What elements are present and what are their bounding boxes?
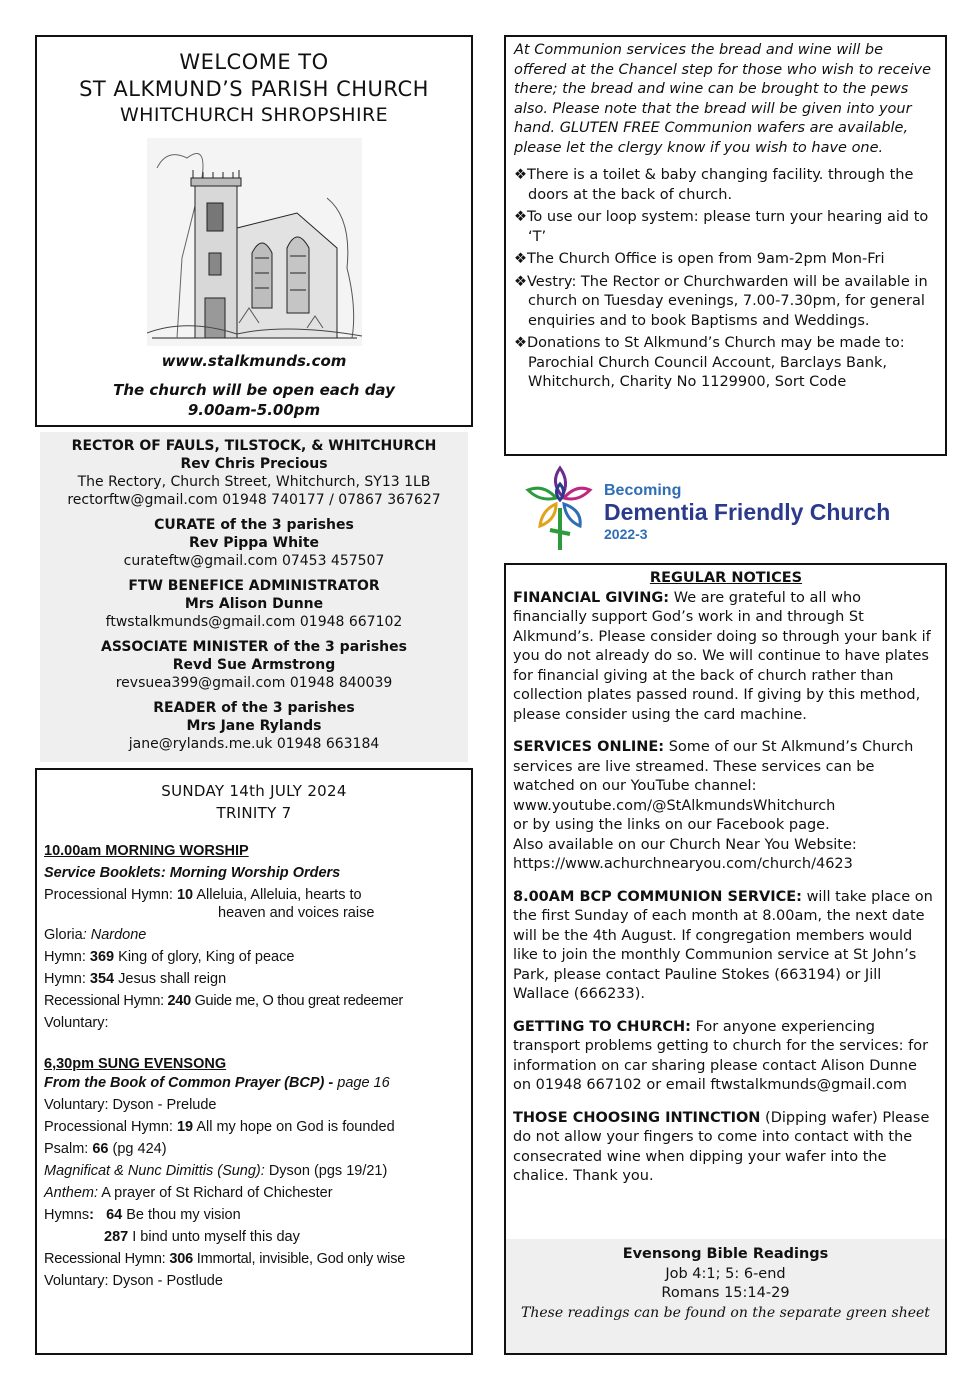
bullet-icon: ❖ [514,273,527,290]
clergy-entry-curate [40,516,468,570]
readings-title: Evensong Bible Readings [622,1246,829,1262]
notice-services-online: SERVICES ONLINE: Some of our St Alkmund’s Church services are live streamed. These services can be watched on our YouTube channel: www.youtube.com/@StAlkmundsWhitchurch or by using the links on our Facebook page. Also available on our Church Near You Website: https://www.achurchnearyou.com/church/4623 [513,739,914,872]
notice-intinction: THOSE CHOOSING INTINCTION (Dipping wafer) Please do not allow your fingers to come into contact with the consecrated wine when dipping your wafer into the chalice. Thank you. [513,1109,930,1184]
clergy-role: ASSOCIATE MINISTER of the 3 parishes [101,639,407,655]
clergy-name: Rev Chris Precious [180,456,328,472]
evensong-recessional: Recessional Hymn: 306 Immortal, invisible, God only wise [44,1251,406,1267]
morning-processional-cont: heaven and voices raise [218,905,375,921]
clergy-address: The Rectory, Church Street, Whitchurch, SY13 1LB [77,474,431,490]
clergy-contact: revsuea399@gmail.com 01948 840039 [115,675,393,691]
bullet-icon: ❖ [514,251,527,267]
clergy-role: FTW BENEFICE ADMINISTRATOR [128,578,380,594]
clergy-role: RECTOR OF FAULS, TILSTOCK, & WHITCHURCH [71,438,437,454]
morning-booklets: Service Booklets: Morning Worship Orders [44,865,341,881]
clergy-contact: jane@rylands.me.uk 01948 663184 [128,736,380,752]
welcome-line: WELCOME TO [179,50,329,74]
clergy-name: Revd Sue Armstrong [172,657,336,673]
clergy-entry-rector [40,437,468,509]
bullet-icon: ❖ [514,209,527,225]
notice-bcp-communion: 8.00AM BCP COMMUNION SERVICE: will take place on the first Sunday of each month at 8.00am, the next date will be the 4th August. If congregation members would like to join the monthly Communion service at St John’s Park, please contact Pauline Stokes (663194) or Jill Wallace (666233). [513,888,933,1002]
info-item: ❖Donations to St Alkmund’s Church may be made to: Parochial Church Council Account, Barclays Bank, Whitchurch, Charity No 1129900, Sort Code [514,335,905,390]
morning-voluntary: Voluntary: [44,1015,109,1031]
morning-hymn-1: Hymn: 369 King of glory, King of peace [44,949,295,965]
morning-hymn-2: Hymn: 354 Jesus shall reign [44,971,227,987]
dementia-year: 2022-3 [604,526,648,542]
evensong-processional: Processional Hymn: 19 All my hope on God is founded [44,1119,395,1135]
reading-2: Romans 15:14-29 [661,1285,790,1301]
evensong-readings [506,1239,945,1353]
notice-getting-to-church: GETTING TO CHURCH: For anyone experiencing transport problems getting to church for the services: for information on car sharing please contact Alison Dunne on 01948 667102 or email ftwstalkmunds@gmail.com [513,1018,929,1093]
evensong-psalm: Psalm: 66 (pg 424) [44,1141,167,1157]
evensong-section [44,1056,464,1292]
flower-icon [520,460,600,555]
dementia-title: Dementia Friendly Church [604,499,891,525]
readings-note: These readings can be found on the separate green sheet [521,1304,930,1321]
church-sketch-image [147,138,362,346]
service-date: SUNDAY 14th JULY 2024 [161,782,347,800]
evensong-magnificat: Magnificat & Nunc Dimittis (Sung): Dyson (pgs 19/21) [44,1163,388,1179]
service-trinity: TRINITY 7 [216,804,292,822]
dementia-becoming: Becoming [604,482,682,499]
clergy-role: CURATE of the 3 parishes [154,517,354,533]
clergy-role: READER of the 3 parishes [153,700,355,716]
opening-hours-line1: The church will be open each day [113,381,395,399]
clergy-contact: rectorftw@gmail.com 01948 740177 / 07867 367627 [67,492,441,508]
morning-recessional: Recessional Hymn: 240 Guide me, O thou great redeemer [44,993,403,1009]
clergy-entry-administrator [40,577,468,631]
clergy-contacts [40,432,468,762]
morning-heading: 10.00am MORNING WORSHIP [44,843,249,859]
clergy-entry-reader [40,699,468,753]
clergy-contact: curateftw@gmail.com 07453 457507 [123,553,385,569]
service-order-box [35,768,473,1355]
communion-note: At Communion services the bread and wine will be offered at the Chancel step for those who wish to receive there; the bread and wine can be brought to the pews also. Please note that the bread will be given into your hand. GLUTEN FREE Communion wafers are available, please let the clergy know if you wish to have one. [514,42,932,156]
info-item: ❖There is a toilet & baby changing facility. through the doors at the back of church. [514,167,914,203]
evensong-heading: 6,30pm SUNG EVENSONG [44,1056,227,1072]
bullet-icon: ❖ [514,167,527,183]
clergy-name: Rev Pippa White [188,535,320,551]
morning-processional: Processional Hymn: 10 Alleluia, Alleluia, hearts to [44,887,362,903]
welcome-box [35,35,473,427]
bullet-icon: ❖ [514,335,527,351]
church-location: WHITCHURCH SHROPSHIRE [120,104,388,126]
info-item: ❖Vestry: The Rector or Churchwarden will be available in church on Tuesday evenings, 7.00-7.30pm, for general enquiries and to book Baptisms and Weddings. [514,273,928,329]
regular-notices-box [504,563,947,1355]
info-item: ❖The Church Office is open from 9am-2pm Mon-Fri [514,251,885,267]
notices-title: REGULAR NOTICES [649,570,803,586]
evensong-anthem: Anthem: A prayer of St Richard of Chichester [44,1185,333,1201]
clergy-name: Mrs Alison Dunne [184,596,324,612]
evensong-bcp: From the Book of Common Prayer (BCP) - page 16 [44,1075,390,1091]
church-website: www.stalkmunds.com [161,352,347,370]
evensong-voluntary-2: Voluntary: Dyson - Postlude [44,1273,223,1289]
church-info-box [504,35,947,456]
opening-hours-line2: 9.00am-5.00pm [187,401,321,419]
clergy-contact: ftwstalkmunds@gmail.com 01948 667102 [105,614,403,630]
notice-financial-giving: FINANCIAL GIVING: We are grateful to all who financially support God’s work in and through St Alkmund’s. Please consider doing so through your bank if you do not already do so. We will continue to have plates for financial giving at the back of church rather than collection plates passed round. If giving by this method, please consider using the card machine. [513,589,931,723]
clergy-name: Mrs Jane Rylands [186,718,322,734]
clergy-entry-associate [40,638,468,692]
evensong-hymn-1: Hymns: 64 Be thou my vision [44,1207,241,1223]
dementia-friendly-logo [520,460,905,555]
reading-1: Job 4:1; 5: 6-end [665,1265,786,1282]
evensong-voluntary-1: Voluntary: Dyson - Prelude [44,1097,217,1113]
morning-gloria: Gloria: Nardone [44,927,147,943]
morning-worship-section [44,840,464,1034]
evensong-hymn-2: 287 I bind unto myself this day [104,1229,300,1245]
info-item: ❖To use our loop system: please turn your hearing aid to ‘T’ [514,209,929,245]
church-name: ST ALKMUND’S PARISH CHURCH [79,77,429,101]
